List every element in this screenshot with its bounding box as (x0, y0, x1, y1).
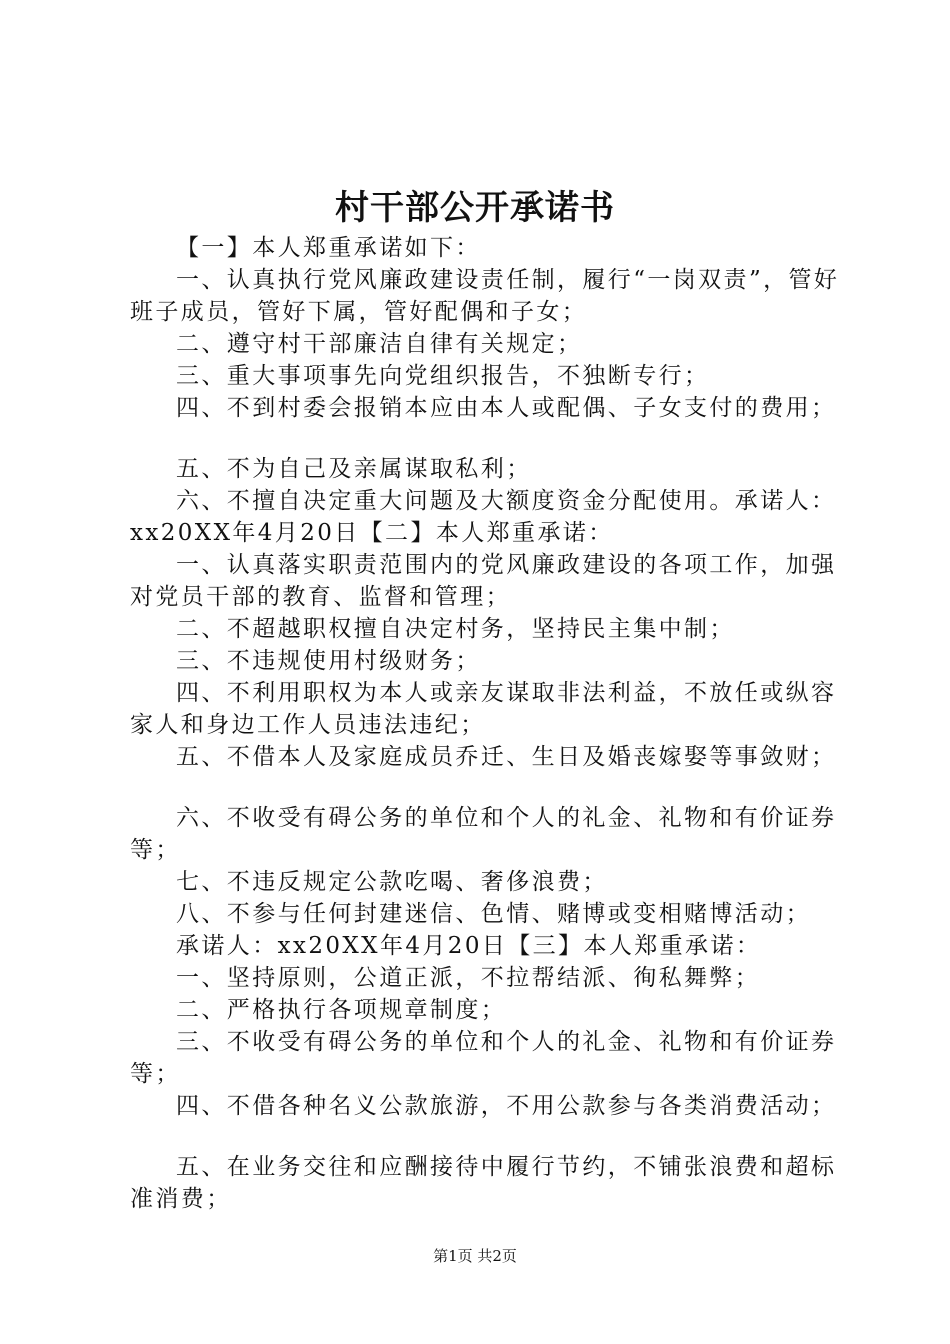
paragraph: 二、不超越职权擅自决定村务，坚持民主集中制； (176, 616, 735, 642)
paragraph: 五、不为自己及亲属谋取私利； (176, 456, 532, 482)
paragraph: 承诺人：xx20XX年4月20日【三】本人郑重承诺： (176, 933, 762, 959)
paragraph: 一、认真落实职责范围内的党风廉政建设的各项工作，加强对党员干部的教育、监督和管理； (130, 552, 837, 610)
paragraph: 五、在业务交往和应酬接待中履行节约，不铺张浪费和超标准消费； (130, 1154, 837, 1212)
page-number: 第1页 共2页 (433, 1247, 517, 1265)
paragraph: 四、不利用职权为本人或亲友谋取非法利益，不放任或纵容家人和身边工作人员违法违纪； (130, 680, 837, 738)
paragraph: 五、不借本人及家庭成员乔迁、生日及婚丧嫁娶等事敛财； (176, 744, 837, 770)
paragraph: 一、认真执行党风廉政建设责任制，履行“一岗双责”，管好班子成员，管好下属，管好配偶和子女； (130, 267, 840, 325)
paragraph: 八、不参与任何封建迷信、色情、赌博或变相赌博活动； (176, 901, 811, 927)
blank-line (130, 773, 842, 802)
paragraph: 三、不收受有碍公务的单位和个人的礼金、礼物和有价证券等； (130, 1029, 837, 1087)
blank-line (130, 424, 842, 453)
paragraph: 三、重大事项事先向党组织报告，不独断专行； (176, 363, 710, 389)
paragraph: 二、严格执行各项规章制度； (176, 997, 507, 1023)
paragraph: 三、不违规使用村级财务； (176, 648, 481, 674)
paragraph: 六、不擅自决定重大问题及大额度资金分配使用。承诺人：xx20XX年4月20日【二】本人郑重承诺： (130, 488, 837, 546)
paragraph: 二、遵守村干部廉洁自律有关规定； (176, 331, 583, 357)
paragraph: 四、不借各种名义公款旅游，不用公款参与各类消费活动； (176, 1093, 837, 1119)
paragraph: 四、不到村委会报销本应由本人或配偶、子女支付的费用； (176, 395, 837, 421)
paragraph: 一、坚持原则，公道正派，不拉帮结派、徇私舞弊； (176, 965, 761, 991)
blank-line (130, 1122, 842, 1151)
document-body (130, 232, 842, 1215)
paragraph: 【一】本人郑重承诺如下： (176, 235, 481, 261)
page-title: 村干部公开承诺书 (335, 188, 615, 228)
paragraph: 七、不违反规定公款吃喝、奢侈浪费； (176, 869, 608, 895)
paragraph: 六、不收受有碍公务的单位和个人的礼金、礼物和有价证券等； (130, 805, 837, 863)
